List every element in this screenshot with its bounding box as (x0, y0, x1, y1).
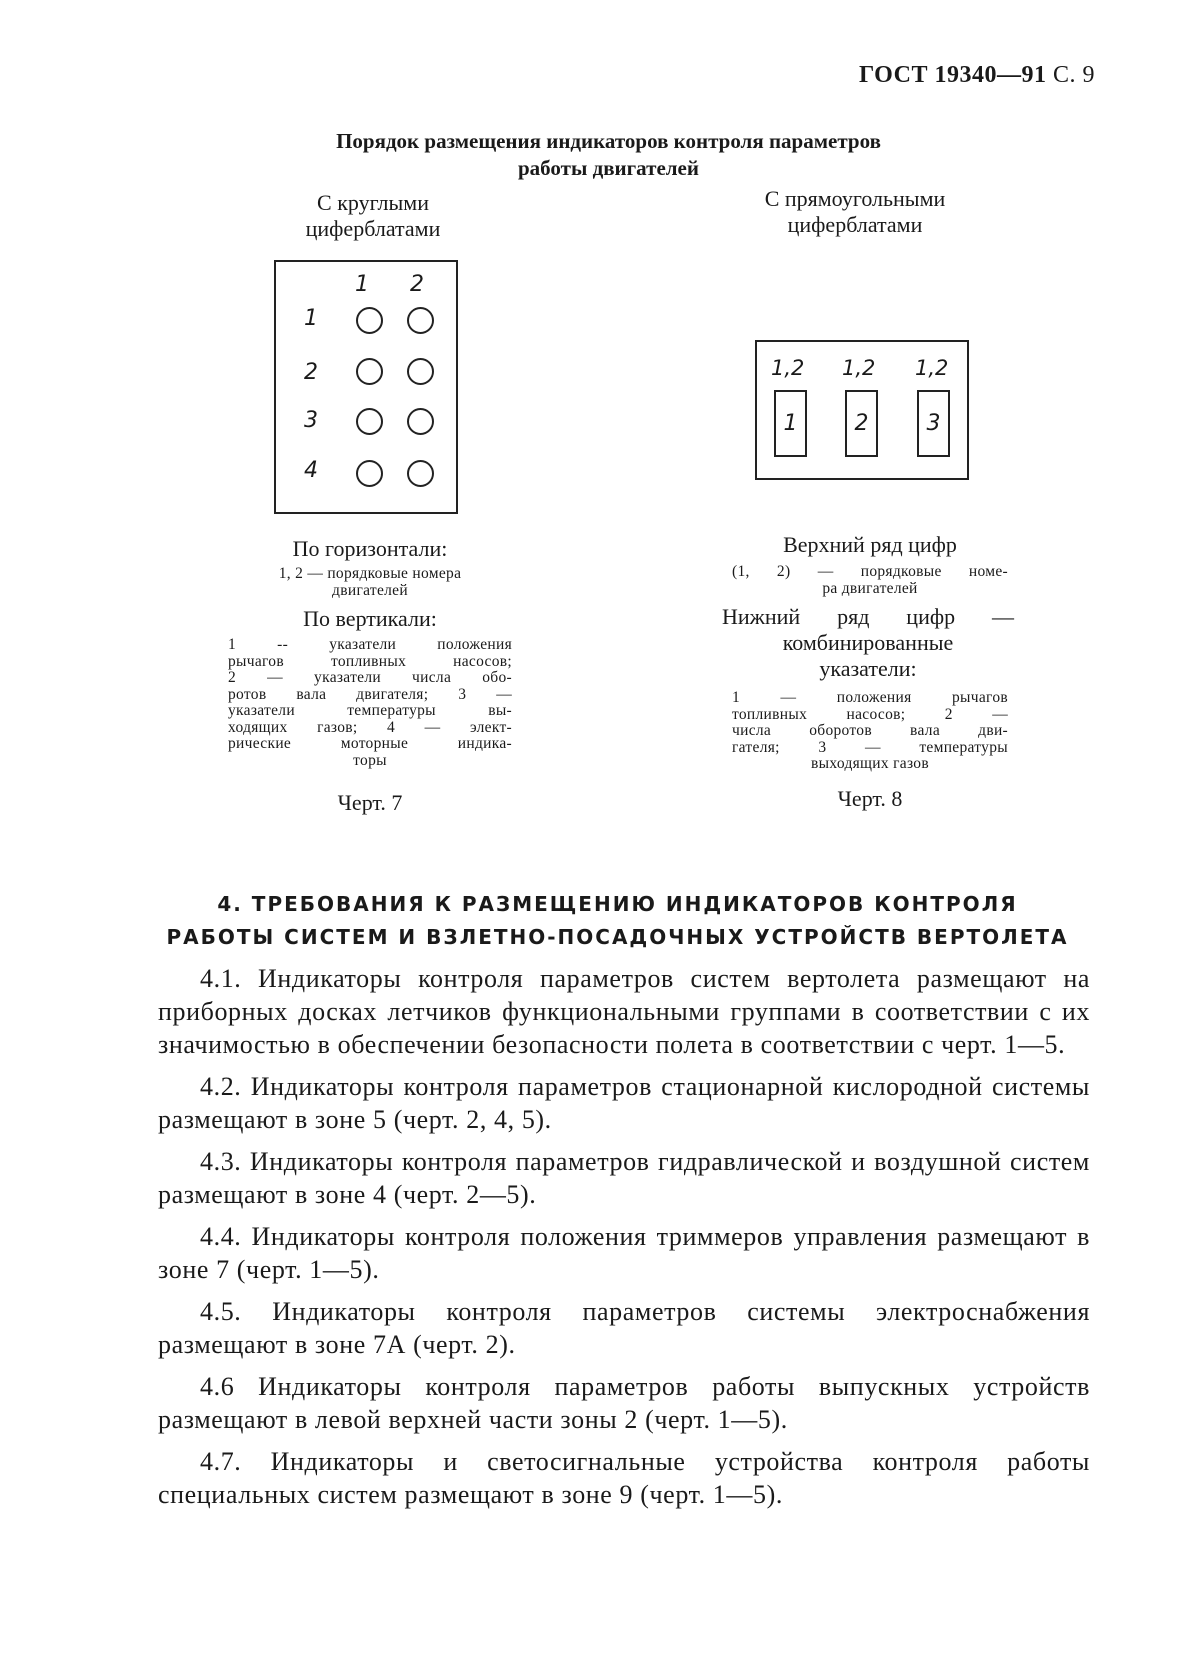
lower-row-heading (722, 604, 1014, 682)
upper-row-line1: (1, 2) — порядковые номе- (732, 563, 1008, 580)
lower-row-line: топливных насосов; 2 — (732, 705, 1008, 723)
vertical-legend-line: 2 — указатели числа обо- (228, 669, 512, 686)
round-dial (407, 307, 434, 334)
rect-indicator-1: 1 (774, 390, 807, 457)
rect-indicator-3: 3 (917, 390, 950, 457)
figure-title-line2: работы двигателей (518, 156, 699, 180)
paragraph-4-7: 4.7. Индикаторы и светосигнальные устройства контроля работы специальных систем размещают в зоне 9 (черт. 1—5). (158, 1447, 1090, 1509)
left-heading-line1: С круглыми (317, 190, 429, 215)
lower-row-line: числа оборотов вала дви- (732, 722, 1008, 739)
round-dials-panel (274, 260, 458, 514)
paragraph-4-3: 4.3. Индикаторы контроля параметров гидравлической и воздушной систем размещают в зоне 4 (черт. 2—5). (158, 1147, 1090, 1209)
vertical-legend-line: ротов вала двигателя; 3 — (228, 685, 512, 703)
round-dial (407, 460, 434, 487)
rect-indicator-2: 2 (845, 390, 878, 457)
paragraph-4-5: 4.5. Индикаторы контроля параметров системы электроснабжения размещают в зоне 7А (черт. 2). (158, 1297, 1090, 1359)
upper-row-line2: ра двигателей (822, 579, 918, 597)
section-title (145, 888, 1090, 954)
right-figure-heading (720, 186, 990, 238)
vertical-legend-line: ходящих газов; 4 — элект- (228, 718, 512, 736)
figure-7-caption: Черт. 7 (337, 790, 403, 815)
vertical-legend-line: рычагов топливных насосов; (228, 652, 512, 670)
vertical-legend-line: указатели температуры вы- (228, 702, 512, 719)
paragraph-4-4: 4.4. Индикаторы контроля положения триммеров управления размещают в зоне 7 (черт. 1—5). (158, 1222, 1090, 1284)
lower-row-legend (732, 690, 1008, 773)
figure-title-line1: Порядок размещения индикаторов контроля параметров (336, 129, 881, 153)
row-label-4: 4 (304, 458, 318, 483)
round-dial (356, 460, 383, 487)
upper-row-heading: Верхний ряд цифр (783, 532, 957, 557)
round-dial (356, 408, 383, 435)
top-label: 1,2 (771, 356, 805, 380)
section-body (158, 962, 1090, 1520)
left-heading-line2: циферблатами (305, 216, 441, 241)
figure-title (0, 128, 1187, 182)
lower-row-heading-line3: указатели: (819, 656, 917, 681)
figure-8-caption: Черт. 8 (837, 786, 903, 811)
lower-row-heading-line1: Нижний ряд цифр — (722, 604, 1014, 629)
lower-row-last: выходящих газов (811, 755, 929, 772)
col-label-1: 1 (355, 272, 369, 297)
vertical-legend-last: торы (353, 751, 387, 769)
left-figure-heading (258, 190, 488, 242)
col-label-2: 2 (410, 272, 424, 297)
horizontal-heading: По горизонтали: (292, 536, 448, 561)
row-label-2: 2 (304, 360, 318, 385)
round-dial (356, 358, 383, 385)
top-label: 1,2 (915, 356, 949, 380)
lower-row-line: гателя; 3 — температуры (732, 738, 1008, 756)
vertical-legend-line: 1 -- указатели положения (228, 636, 512, 653)
vertical-legend-line: рические моторные индика- (228, 735, 512, 752)
right-heading-line1: С прямоугольными (764, 186, 946, 211)
standard-number: ГОСТ 19340—91 (859, 62, 1047, 88)
lower-row-heading-line2: комбинированные (782, 630, 954, 655)
vertical-legend (228, 637, 512, 769)
row-label-3: 3 (304, 408, 318, 433)
vertical-heading: По вертикали: (303, 606, 437, 631)
horizontal-legend-line1: 1, 2 — порядковые номера (278, 565, 462, 582)
paragraph-4-6: 4.6 Индикаторы контроля параметров работы выпускных устройств размещают в левой верхней части зоны 2 (черт. 1—5). (158, 1372, 1090, 1434)
round-dial (356, 307, 383, 334)
round-dial (407, 358, 434, 385)
horizontal-legend-line2: двигателей (332, 581, 408, 599)
paragraph-4-1: 4.1. Индикаторы контроля параметров систем вертолета размещают на приборных досках летчиков функциональными группами в соответствии с их значимостью в обеспечении безопасности полета в соответствии с черт. 1—5. (158, 964, 1090, 1059)
section-title-line1: 4. ТРЕБОВАНИЯ К РАЗМЕЩЕНИЮ ИНДИКАТОРОВ КОНТРОЛЯ (217, 892, 1018, 916)
row-label-1: 1 (304, 306, 318, 331)
round-dial (407, 408, 434, 435)
page-header (859, 62, 1095, 89)
upper-row-legend (732, 564, 1008, 597)
page-number: С. 9 (1052, 62, 1095, 88)
lower-row-line: 1 — положения рычагов (732, 689, 1008, 706)
rectangular-dials-panel (755, 340, 969, 480)
top-label: 1,2 (842, 356, 876, 380)
horizontal-legend (228, 566, 512, 599)
section-title-line2: РАБОТЫ СИСТЕМ И ВЗЛЕТНО-ПОСАДОЧНЫХ УСТРОЙСТВ ВЕРТОЛЕТА (166, 925, 1069, 949)
right-heading-line2: циферблатами (787, 212, 923, 237)
paragraph-4-2: 4.2. Индикаторы контроля параметров стационарной кислородной системы размещают в зоне 5 (черт. 2, 4, 5). (158, 1072, 1090, 1134)
